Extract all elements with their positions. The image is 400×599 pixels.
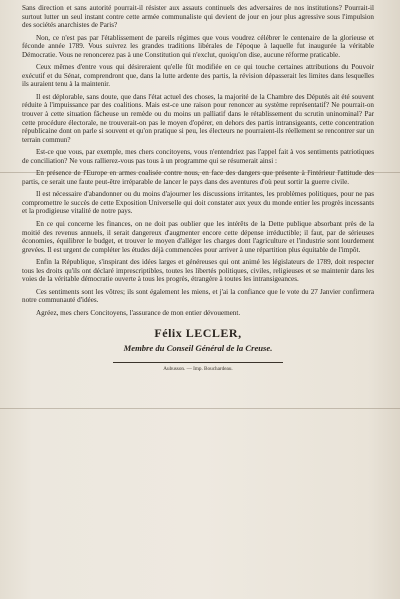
paragraph: Il est nécessaire d'abandonner ou du moins d'ajourner les discussions irritantes, les problèmes politiques, pour ne pas compromettre le succès de cette Exposition Universelle qui doit constater aux yeux du monde entier les progrès incessants et la prodigieuse vitalité de notre pays. — [22, 190, 374, 216]
paper-fold — [0, 408, 400, 409]
paper-fold — [0, 172, 400, 173]
paragraph: En ce qui concerne les finances, on ne doit pas oublier que les intérêts de la Dette publique absorbant près de la moitié des revenus annuels, il serait dangereux d'augmenter encore cette dépense irréductible; il faut, par de sérieuses économies, équilibrer le budget, et trouver le moyen d'alléger les charges dont l'agriculture et l'industrie sont lourdement grevées. Il est urgent de compléter les études déjà commencées pour arriver à une répartition plus équitable de l'impôt. — [22, 220, 374, 254]
signature-role: Membre du Conseil Général de la Creuse. — [123, 342, 273, 353]
paragraph: Ces sentiments sont les vôtres; ils sont également les miens, et j'ai la confiance que le vote du 27 Janvier confirmera notre communauté d'idées. — [22, 287, 374, 305]
paragraph: Est-ce que vous, par exemple, mes chers concitoyens, vous n'entendriez pas l'appel fait à vos sentiments patriotiques de conciliation? Ne vous rallierez-vous pas tous à un programme qui se résumerait ainsi : — [22, 148, 374, 165]
paragraph: En présence de l'Europe en armes coalisée contre nous, en face des dangers que présente à l'intérieur l'attitude des partis, ce serait une faute peut-être irréparable de lancer le pays dans des aventures d'où peut sortir la guerre civile. — [22, 169, 374, 186]
paragraph: Ceux mêmes d'entre vous qui désireraient qu'elle fût modifiée en ce qui touche certaines attributions du Pouvoir exécutif et du Sénat, comprendront que, dans la lutte ardente des partis, la révision dépasserait les limites dans lesquelles ils auraient tenu à la maintenir. — [22, 63, 374, 89]
printer-credit: Aubusson. — Imp. Bouchardeau. — [163, 365, 233, 372]
paragraph: Non, ce n'est pas par l'établissement de pareils régimes que vous voudrez célébrer le centenaire de la glorieuse et féconde année 1789. Vous suivrez les grandes traditions libérales de l'époque à laquelle fut inaugurée la véritable Démocratie. Vous ne renoncerez pas à une Constitution qui n'exclut, quoiqu'on dise, aucune réforme praticable. — [22, 33, 374, 59]
paragraph: Il est déplorable, sans doute, que dans l'état actuel des choses, la majorité de la Chambre des Députés ait été souvent réduite à l'impuissance par des coalitions. Mais est-ce une raison pour renoncer au système représentatif? Ne pourrait-on trouver à cette situation fâcheuse un remède ou du moins un palliatif dans le rétablissement du scrutin uninominal? Par cette procédure électorale, ne trouverait-on pas le moyen d'opérer, en dehors des partis intransigeants, cette concentration républicaine dont on parle si souvent et qu'on pratique si peu, les électeurs ne pourraient-ils réellement se rencontrer sur un terrain commun? — [22, 92, 374, 144]
closing-paragraph: Agréez, mes chers Concitoyens, l'assurance de mon entier dévouement. — [36, 308, 241, 317]
paragraph: Sans direction et sans autorité pourrait-il résister aux assauts continuels des adversaires de nos institutions? Pourrait-il surtout lutter un seul instant contre cette armée communaliste qui devient de jour en jour plus agressive sous l'impulsion des sociétés anarchistes de Paris? — [22, 4, 374, 30]
paragraph: Enfin la République, s'inspirant des idées larges et généreuses qui ont animé les législateurs de 1789, doit respecter tous les droits qu'ils ont déclaré imprescriptibles, toutes les libertés politiques, civiles, religieuses et se maintenir dans les voies de la véritable démocratie ouverte à tous les progrès, étrangère à toutes les intransigeances. — [22, 258, 374, 284]
divider — [113, 362, 283, 363]
signature-name: Félix LECLER, — [154, 325, 242, 340]
